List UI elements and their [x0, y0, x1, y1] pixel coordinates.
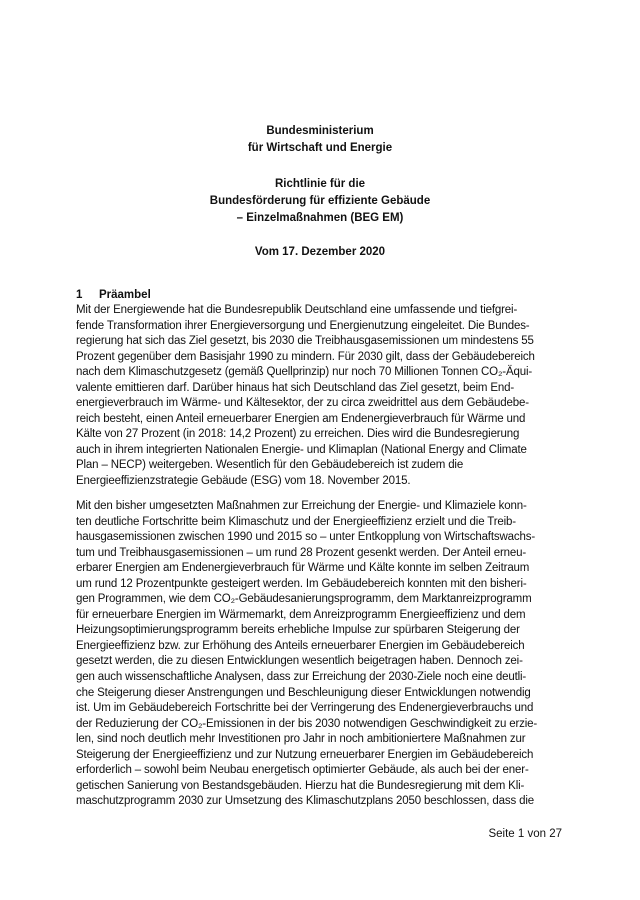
text-line: tum und Treibhausgasemissionen – um rund 28 Prozent gesenkt werden. Der Anteil erneu- — [76, 546, 527, 559]
text-line: energieverbrauch im Wärme- und Kältesektor, der zu circa zweidrittel aus dem Gebäudebe- — [76, 397, 529, 410]
ministry-line: für Wirtschaft und Energie — [247, 142, 393, 154]
text-line: Mit den bisher umgesetzten Maßnahmen zur Erreichung der Energie- und Klimaziele konn- — [76, 500, 527, 512]
ministry-line: Bundesministerium — [266, 125, 374, 137]
paragraph-1 — [76, 303, 586, 490]
text-line: auch in ihrem integrierten Nationalen Energie- und Klimaplan (National Energy and Climate — [76, 443, 527, 456]
text-line: gen Programmen, wie dem CO₂-Gebäudesanierungsprogramm, dem Marktanreizprogramm — [76, 593, 532, 606]
text-line: um rund 12 Prozentpunkte gesteigert werden. Im Gebäudebereich konnten mit den bisheri- — [76, 577, 527, 590]
text-line: che Steigerung dieser Anstrengungen und Beschleunigung dieser Entwicklungen notwendig — [76, 686, 531, 699]
text-line: Steigerung der Energieeffizienz und zur Nutzung erneuerbarer Energien im Gebäudebereich — [76, 748, 534, 761]
document-title — [0, 176, 640, 227]
text-line: gen auch wissenschaftliche Analysen, dass zur Erreichung der 2030-Ziele noch eine deutli- — [76, 671, 527, 684]
text-line: hausgasemissionen zwischen 1990 und 2015 so – unter Entkopplung von Wirtschaftswachs- — [76, 531, 536, 544]
text-line: maschutzprogramm 2030 zur Umsetzung des Klimaschutzplans 2050 beschlossen, dass die — [76, 795, 535, 808]
text-line: gesetzt werden, die zu diesen Entwicklungen wesentlich beigetragen haben. Dennoch zei- — [76, 655, 523, 668]
section-number: 1 — [76, 289, 83, 301]
text-line: Prozent gegenüber dem Basisjahr 1990 zu mindern. Für 2030 gilt, dass der Gebäudebereich — [76, 350, 535, 363]
paragraph-2 — [76, 499, 586, 810]
section-title: Präambel — [99, 289, 151, 301]
date-line: Vom 17. Dezember 2020 — [254, 246, 386, 258]
text-line: für erneuerbare Energien im Wärmemarkt, dem Anreizprogramm Energieeffizienz und dem — [76, 608, 526, 621]
text-line: valente emittieren darf. Darüber hinaus hat sich Deutschland das Ziel gesetzt, beim End- — [76, 381, 515, 394]
text-line: Mit der Energiewende hat die Bundesrepublik Deutschland eine umfassende und tiefgrei- — [76, 304, 518, 316]
text-line: der Reduzierung der CO₂-Emissionen in der bis 2030 notwendigen Geschwindigkeit zu erzie- — [76, 717, 538, 730]
text-line: regierung hat sich das Ziel gesetzt, bis 2030 die Treibhausgasemissionen um mindestens 55 — [76, 335, 534, 348]
text-line: erbarer Energien am Endenergieverbrauch für Wärme und Kälte konnte im selben Zeitraum — [76, 562, 530, 575]
ministry-name — [0, 123, 640, 157]
page-number: Seite 1 von 27 — [488, 828, 562, 840]
text-line: Plan – NECP) weitergeben. Wesentlich für den Gebäudebereich ist zudem die — [76, 459, 464, 472]
title-line: Bundesförderung für effiziente Gebäude — [209, 195, 431, 207]
title-line: Richtlinie für die — [274, 178, 366, 190]
text-line: Energieeffizienzstrategie Gebäude (ESG) vom 18. November 2015. — [76, 475, 411, 488]
text-line: Heizungsoptimierungsprogramm bereits erhebliche Impulse zur spürbaren Steigerung der — [76, 624, 520, 637]
text-line: nach dem Klimaschutzgesetz (gemäß Quellprinzip) nur noch 70 Millionen Tonnen CO₂-Äqui- — [76, 366, 533, 379]
text-line: Kälte von 27 Prozent (in 2018: 14,2 Prozent) zu erreichen. Dies wird die Bundesregierung — [76, 428, 520, 441]
text-line: Energieeffizienz bzw. zur Erhöhung des Anteils erneuerbarer Energien im Gebäudebereich — [76, 639, 525, 652]
section-heading — [76, 288, 151, 303]
text-line: reich besteht, einen Anteil erneuerbarer Energien am Endenergieverbrauch für Wärme und — [76, 412, 526, 425]
text-line: getischen Sanierung von Bestandsgebäuden. Hierzu hat die Bundesregierung mit dem Kli- — [76, 779, 525, 792]
text-line: erforderlich – sowohl beim Neubau energetisch optimierter Gebäude, als auch bei der ener- — [76, 764, 529, 777]
document-date — [0, 244, 640, 261]
text-line: len, sind noch deutlich mehr Investitionen pro Jahr in noch ambitioniertere Maßnahmen zur — [76, 733, 526, 746]
text-line: fende Transformation ihrer Energieversorgung und Energienutzung eingeleitet. Die Bundes- — [76, 319, 530, 332]
title-line: – Einzelmaßnahmen (BEG EM) — [236, 212, 404, 224]
text-line: ten deutliche Fortschritte beim Klimaschutz und der Energieeffizienz erzielt und die Treib- — [76, 515, 516, 528]
text-line: ist. Um im Gebäudebereich Fortschritte bei der Verringerung des Endenergieverbrauchs und — [76, 702, 534, 715]
